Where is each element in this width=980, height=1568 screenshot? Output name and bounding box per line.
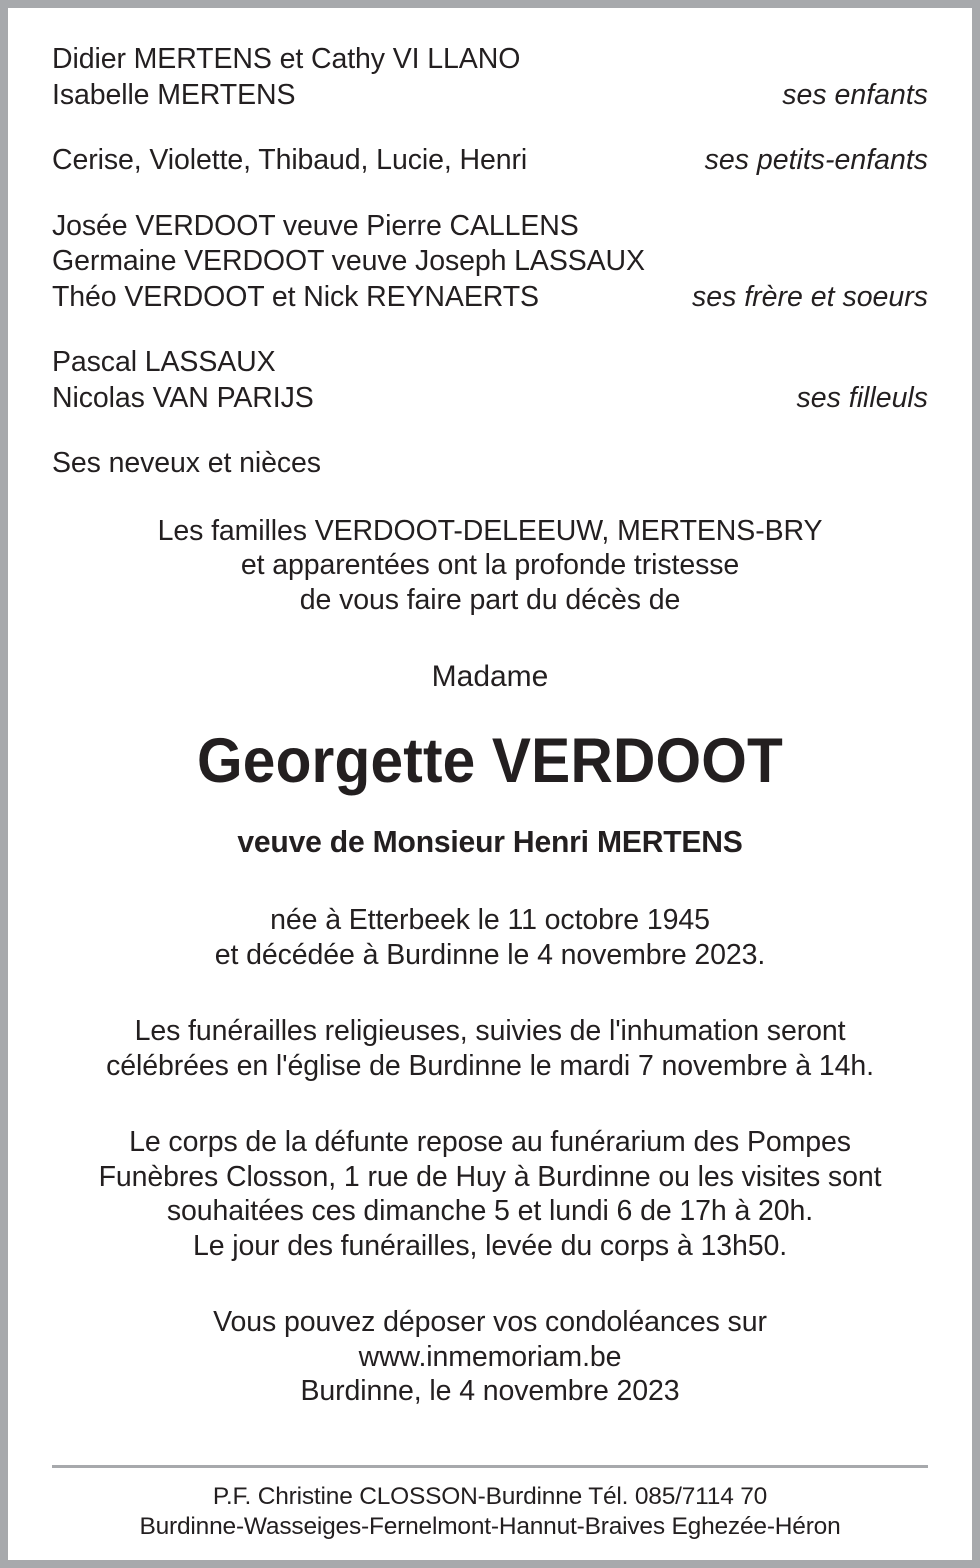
relative-name: Germaine VERDOOT veuve Joseph LASSAUX: [52, 245, 645, 277]
relative-name: Théo VERDOOT et Nick REYNAERTS: [52, 280, 539, 313]
relative-name: Isabelle MERTENS: [52, 78, 296, 111]
deceased-name: Georgette VERDOOT: [197, 726, 783, 796]
relative-role-label: ses filleuls: [796, 381, 928, 414]
relative-role-label: ses frère et soeurs: [691, 280, 928, 313]
relative-group-petits-enfants: [52, 143, 928, 179]
announcement-line: de vous faire part du décès de: [299, 583, 681, 616]
relative-name: Ses neveux et nièces: [52, 447, 321, 479]
announcement-line: Les familles VERDOOT-DELEEUW, MERTENS-BRY: [157, 514, 823, 547]
repose-line: souhaitées ces dimanche 5 et lundi 6 de 17h à 20h.: [166, 1195, 814, 1227]
families-announcement: [52, 514, 928, 618]
footer-divider: [52, 1465, 928, 1468]
funeral-service-info: [52, 1014, 928, 1083]
funeral-home-credit: [52, 1482, 928, 1542]
relatives-list: [52, 42, 928, 482]
relative-name: Nicolas VAN PARIJS: [52, 381, 314, 414]
condolences-website[interactable]: www.inmemoriam.be: [358, 1340, 622, 1373]
birth-death-dates: [52, 903, 928, 972]
repose-line: Funèbres Closson, 1 rue de Huy à Burdinne ou les visites sont: [98, 1160, 882, 1193]
condolences-place-date: Burdinne, le 4 novembre 2023: [300, 1375, 680, 1407]
death-line: et décédée à Burdinne le 4 novembre 2023.: [214, 938, 766, 971]
condolences-info: [52, 1305, 928, 1409]
honorific: Madame: [431, 660, 549, 693]
relative-role-label: ses enfants: [782, 78, 928, 111]
footer: [52, 1465, 928, 1542]
funeral-line: Les funérailles religieuses, suivies de l'inhumation seront: [134, 1015, 846, 1047]
relative-name: Pascal LASSAUX: [52, 346, 276, 378]
funeral-home-line: P.F. Christine CLOSSON-Burdinne Tél. 085/7114 70: [212, 1483, 768, 1510]
relative-group-filleuls: [52, 345, 928, 416]
death-notice-page: [8, 8, 972, 1560]
condolences-line: Vous pouvez déposer vos condoléances sur: [213, 1306, 767, 1338]
deceased-spouse-line: veuve de Monsieur Henri MERTENS: [237, 824, 743, 859]
repose-visitation-info: [52, 1125, 928, 1263]
funeral-line: célébrées en l'église de Burdinne le mardi 7 novembre à 14h.: [106, 1049, 874, 1082]
relative-group-freres-soeurs: [52, 209, 928, 316]
relative-role-label: ses petits-enfants: [704, 144, 928, 176]
birth-line: née à Etterbeek le 11 octobre 1945: [270, 904, 710, 936]
service-area-line: Burdinne-Wasseiges-Fernelmont-Hannut-Braives Eghezée-Héron: [139, 1513, 841, 1540]
relative-name: Didier MERTENS et Cathy VI LLANO: [52, 43, 521, 75]
repose-line: Le jour des funérailles, levée du corps à 13h50.: [192, 1229, 788, 1262]
relative-name: Cerise, Violette, Thibaud, Lucie, Henri: [52, 144, 528, 176]
repose-line: Le corps de la défunte repose au funérarium des Pompes: [129, 1126, 851, 1158]
relative-group-enfants: [52, 42, 928, 113]
relative-name: Josée VERDOOT veuve Pierre CALLENS: [52, 209, 579, 242]
announcement-body: [52, 514, 928, 1409]
relative-group-neveux-nieces: [52, 446, 928, 482]
announcement-line: et apparentées ont la profonde tristesse: [240, 549, 740, 581]
